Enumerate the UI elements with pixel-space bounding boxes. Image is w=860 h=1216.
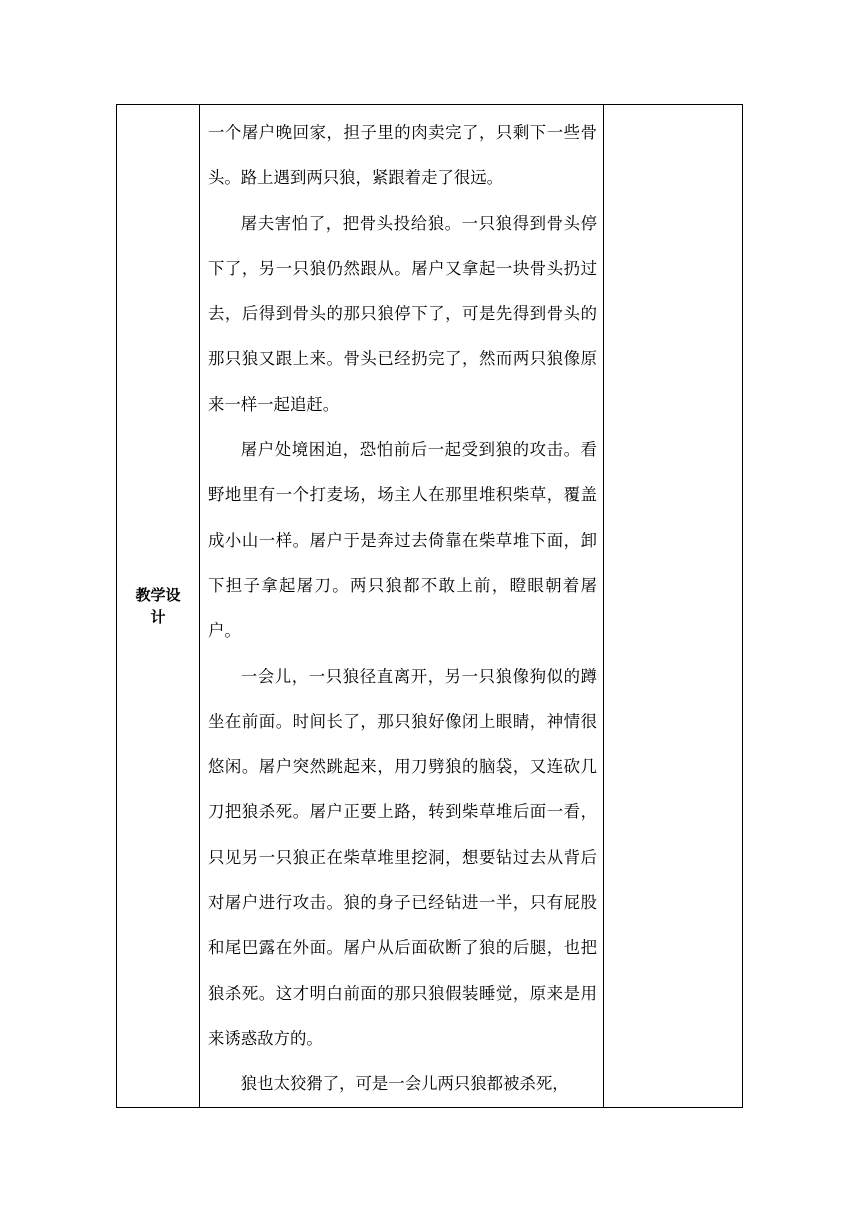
paragraph-1: 一个屠户晚回家，担子里的肉卖完了，只剩下一些骨头。路上遇到两只狼，紧跟着走了很远。 bbox=[208, 123, 597, 188]
label-cell bbox=[117, 105, 200, 1108]
table-row bbox=[117, 105, 743, 1108]
paragraph-4: 一会儿，一只狼径直离开，另一只狼像狗似的蹲坐在前面。时间长了，那只狼好像闭上眼睛，神情很悠闲。屠户突然跳起来，用刀劈狼的脑袋，又连砍几刀把狼杀死。屠户正要上路，转到柴草堆后面一看，只见另一只狼正在柴草堆里挖洞，想要钻过去从背后对屠户进行攻击。狼的身子已经钻进一半，只有屁股和尾巴露在外面。屠户从后面砍断了狼的后腿，也把狼杀死。这才明白前面的那只狼假装睡觉，原来是用来诱惑敌方的。 bbox=[208, 666, 597, 1048]
content-cell bbox=[200, 105, 604, 1108]
paragraph-2: 屠夫害怕了，把骨头投给狼。一只狼得到骨头停下了，另一只狼仍然跟从。屠户又拿起一块骨头扔过去，后得到骨头的那只狼停下了，可是先得到骨头的那只狼又跟上来。骨头已经扔完了，然而两只狼像原来一样一起追赶。 bbox=[208, 213, 597, 414]
translation-text bbox=[200, 105, 603, 1107]
lesson-table bbox=[116, 104, 743, 1108]
section-label: 教学设计 bbox=[135, 585, 181, 626]
paragraph-3: 屠户处境困迫，恐怕前后一起受到狼的攻击。看野地里有一个打麦场，场主人在那里堆积柴草，覆盖成小山一样。屠户于是奔过去倚靠在柴草堆下面，卸下担子拿起屠刀。两只狼都不敢上前，瞪眼朝着屠户。 bbox=[208, 440, 597, 641]
paragraph-5: 狼也太狡猾了，可是一会儿两只狼都被杀死， bbox=[240, 1074, 569, 1094]
notes-cell bbox=[604, 105, 743, 1108]
